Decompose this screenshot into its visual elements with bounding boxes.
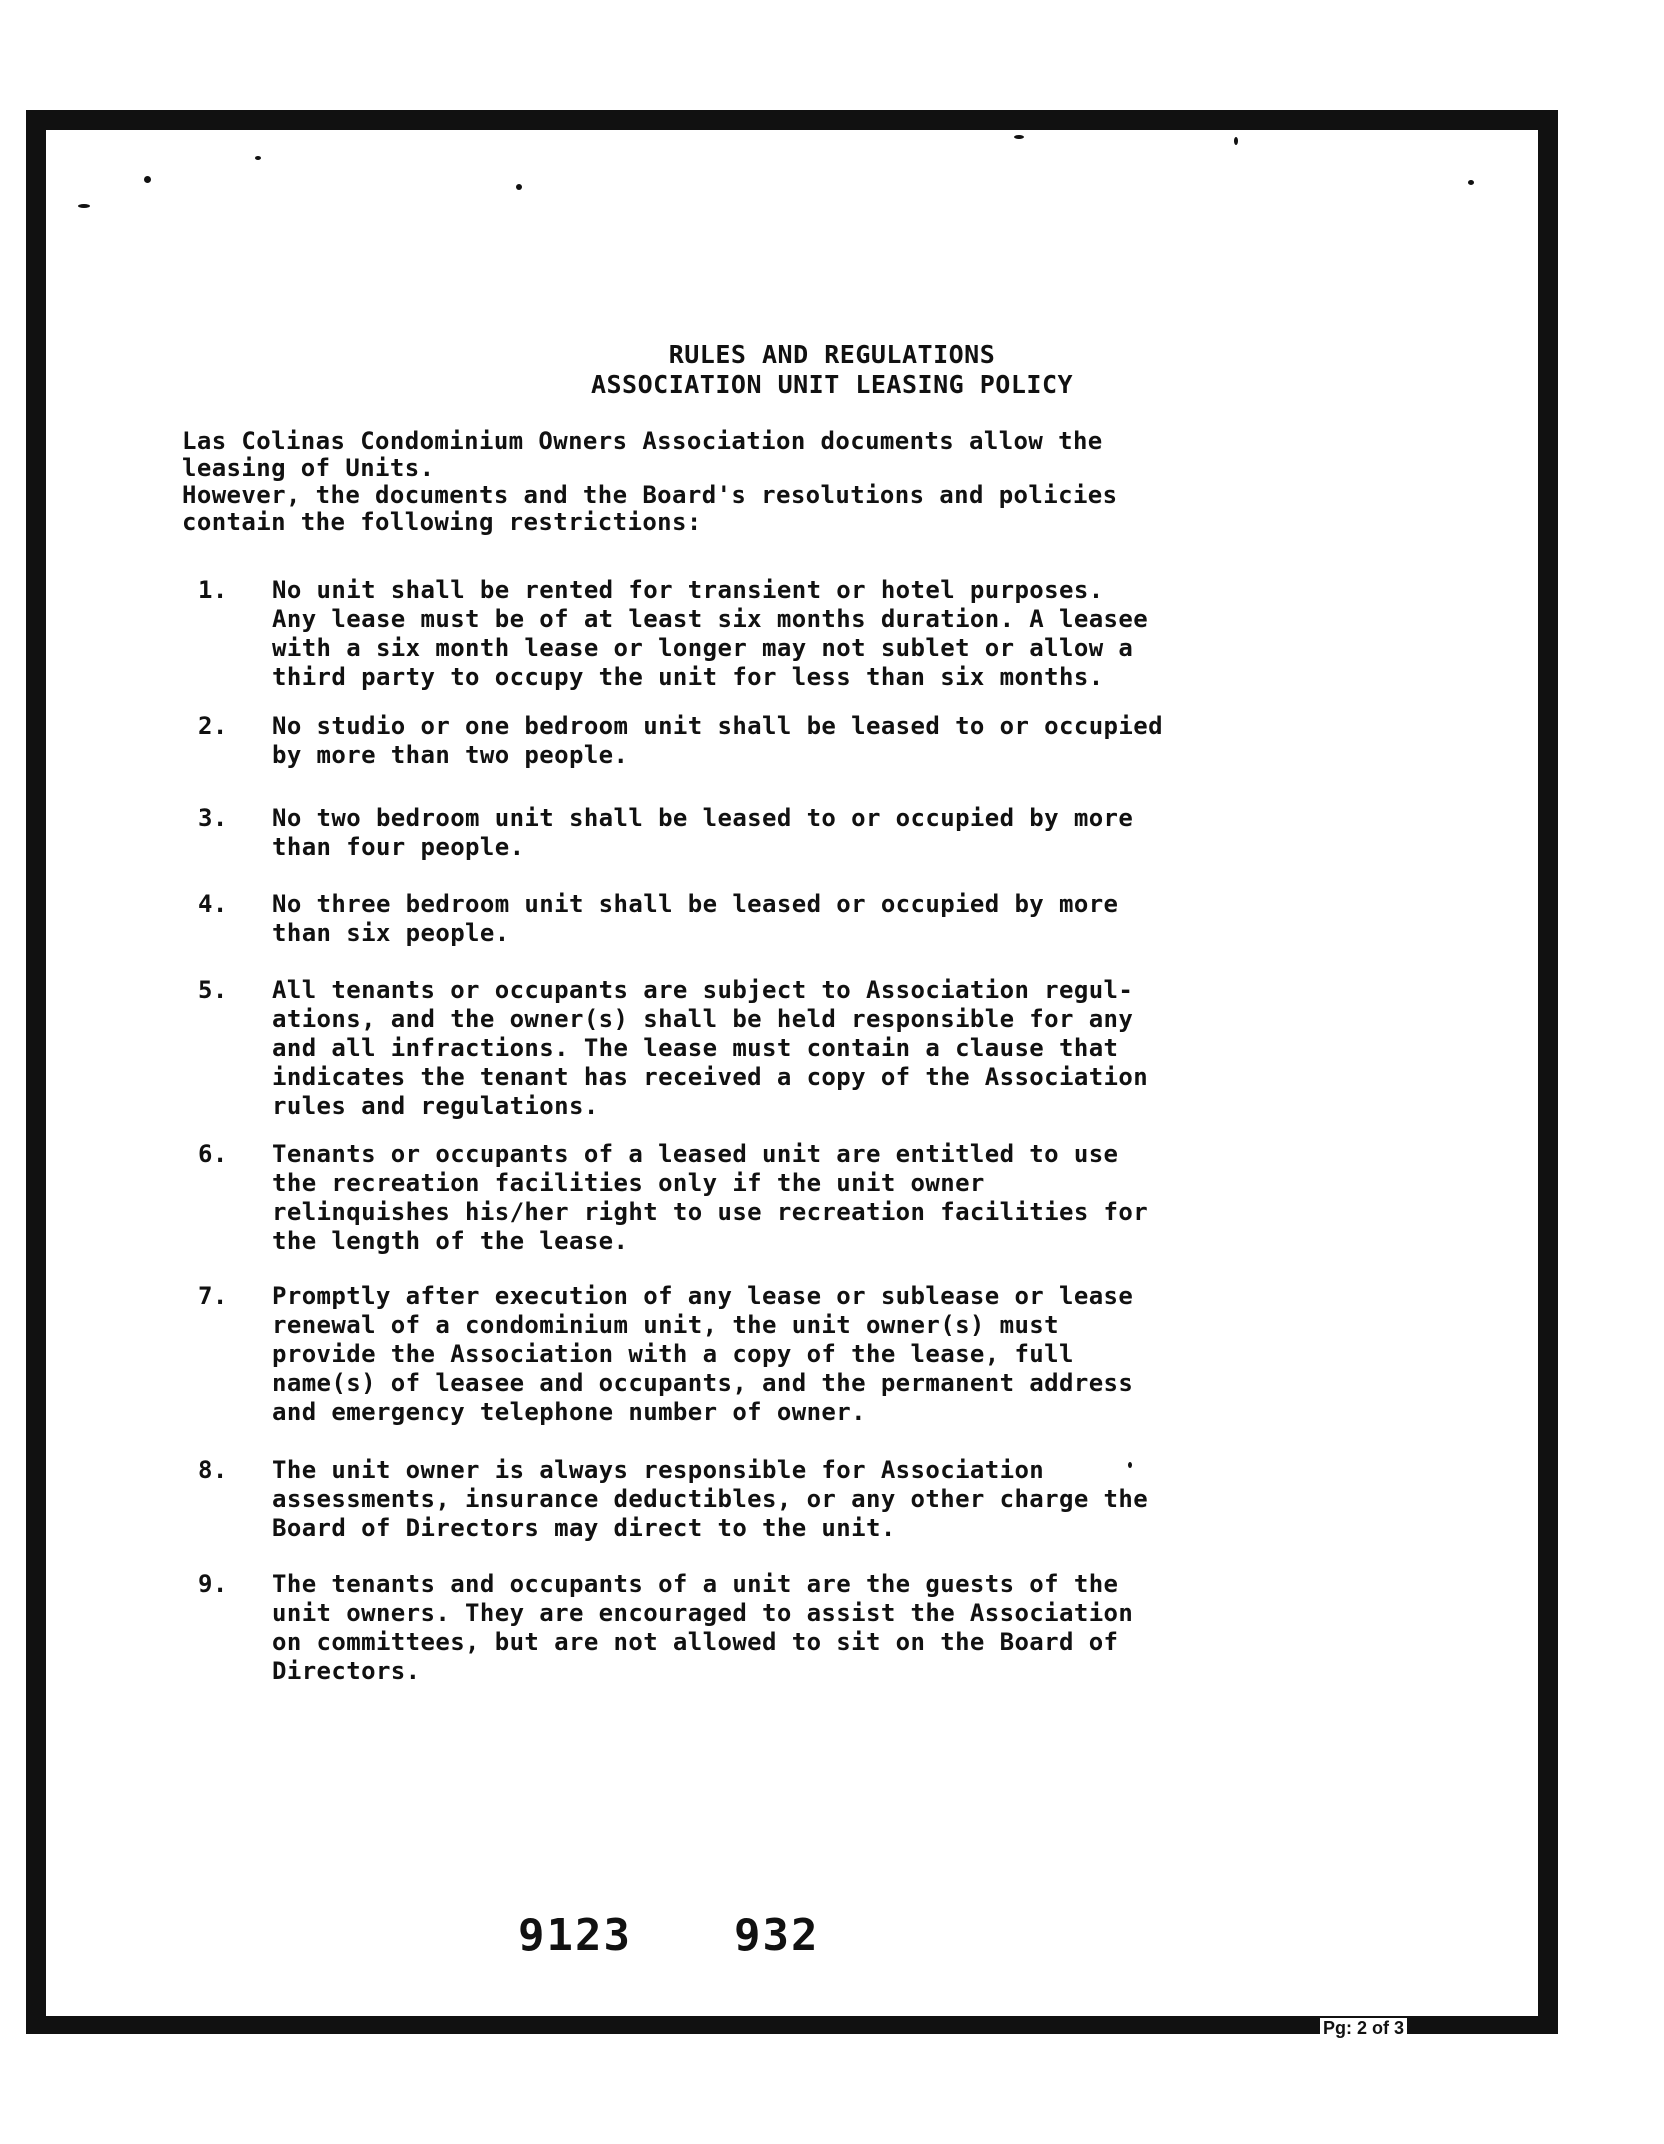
rule-line: by more than two people. (272, 741, 629, 769)
rule-number: 3. (198, 804, 228, 832)
rule-line: Promptly after execution of any lease or sublease or lease (272, 1282, 1134, 1310)
scan-speck (1234, 137, 1238, 145)
scan-speck (78, 204, 90, 208)
rule-line: The tenants and occupants of a unit are the guests of the (272, 1570, 1119, 1598)
rule-text (272, 1140, 1332, 1256)
rule-line: No three bedroom unit shall be leased or occupied by more (272, 890, 1119, 918)
intro-line: Las Colinas Condominium Owners Association documents allow the (182, 427, 1103, 455)
rule-line: Tenants or occupants of a leased unit are entitled to use (272, 1140, 1119, 1168)
rule-text (272, 1282, 1332, 1427)
rule-number: 2. (198, 712, 228, 740)
rule-text (272, 976, 1332, 1121)
rule-line: unit owners. They are encouraged to assist the Association (272, 1599, 1134, 1627)
intro-line: However, the documents and the Board's resolutions and policies (182, 481, 1118, 509)
intro-line: contain the following restrictions: (182, 508, 702, 536)
rule-line: Board of Directors may direct to the unit. (272, 1514, 896, 1542)
rule-line: Directors. (272, 1657, 421, 1685)
scan-speck (1014, 135, 1024, 139)
intro-line: leasing of Units. (182, 454, 435, 482)
rule-text (272, 804, 1332, 862)
rule-line: assessments, insurance deductibles, or any other charge the (272, 1485, 1149, 1513)
document-title: RULES AND REGULATIONS (668, 340, 996, 369)
rule-line: provide the Association with a copy of the lease, full (272, 1340, 1074, 1368)
scan-speck (144, 176, 151, 183)
record-stamp-page: 932 (734, 1910, 820, 1961)
rule-line: No unit shall be rented for transient or hotel purposes. (272, 576, 1104, 604)
rule-line: than four people. (272, 833, 525, 861)
rule-line: ations, and the owner(s) shall be held responsible for any (272, 1005, 1134, 1033)
scan-speck (255, 156, 261, 160)
rule-line: name(s) of leasee and occupants, and the permanent address (272, 1369, 1134, 1397)
rule-line: The unit owner is always responsible for Association (272, 1456, 1045, 1484)
document-subtitle: ASSOCIATION UNIT LEASING POLICY (590, 370, 1074, 399)
rule-line: than six people. (272, 919, 510, 947)
rule-number: 9. (198, 1570, 228, 1598)
rule-line: on committees, but are not allowed to sit on the Board of (272, 1628, 1119, 1656)
rule-line: rules and regulations. (272, 1092, 599, 1120)
scan-speck (516, 184, 522, 190)
rule-line: Any lease must be of at least six months duration. A leasee (272, 605, 1149, 633)
rule-line: indicates the tenant has received a copy of the Association (272, 1063, 1149, 1091)
intro-paragraph (182, 428, 1332, 536)
rule-line: third party to occupy the unit for less than six months. (272, 663, 1104, 691)
rule-line: and all infractions. The lease must contain a clause that (272, 1034, 1119, 1062)
rule-number: 6. (198, 1140, 228, 1168)
rule-line: relinquishes his/her right to use recreation facilities for (272, 1198, 1149, 1226)
rule-line: the recreation facilities only if the unit owner (272, 1169, 985, 1197)
rule-line: No two bedroom unit shall be leased to or occupied by more (272, 804, 1134, 832)
rule-number: 1. (198, 576, 228, 604)
rule-line: with a six month lease or longer may not sublet or allow a (272, 634, 1134, 662)
rule-number: 7. (198, 1282, 228, 1310)
rule-text (272, 576, 1332, 692)
rule-line: No studio or one bedroom unit shall be leased to or occupied (272, 712, 1163, 740)
rule-text (272, 890, 1332, 948)
rule-line: and emergency telephone number of owner. (272, 1398, 866, 1426)
rule-line: renewal of a condominium unit, the unit owner(s) must (272, 1311, 1060, 1339)
rule-text (272, 1570, 1332, 1686)
rule-line: All tenants or occupants are subject to Association regul- (272, 976, 1134, 1004)
rule-text (272, 712, 1332, 770)
scan-speck (1468, 180, 1474, 185)
rule-number: 8. (198, 1456, 228, 1484)
rule-number: 4. (198, 890, 228, 918)
rule-text (272, 1456, 1332, 1543)
rule-number: 5. (198, 976, 228, 1004)
record-stamp-book: 9123 (518, 1910, 632, 1961)
page-indicator: Pg: 2 of 3 (1320, 2018, 1407, 2039)
rule-line: the length of the lease. (272, 1227, 629, 1255)
